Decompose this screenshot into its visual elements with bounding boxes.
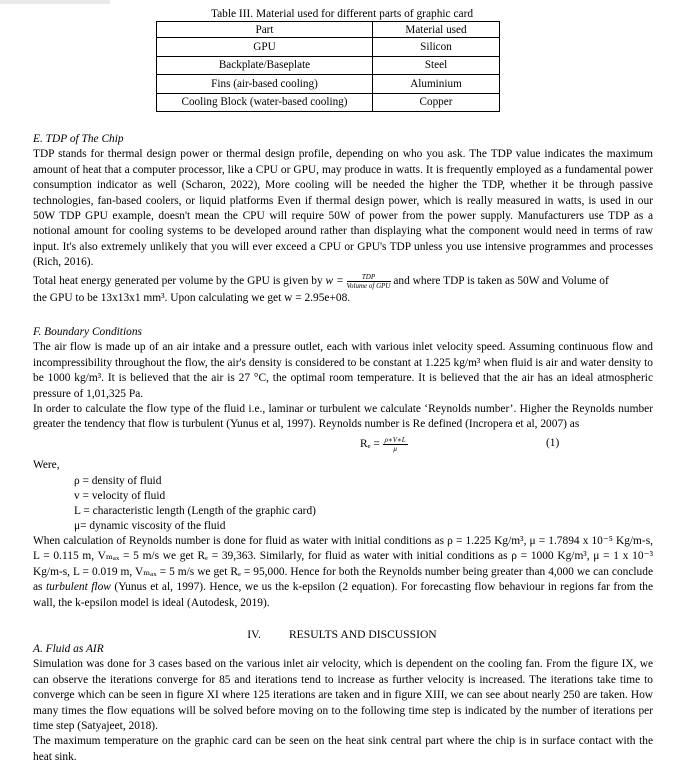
section-f xyxy=(33,325,653,433)
table-header-cell: Material used xyxy=(373,22,500,38)
section-a xyxy=(33,642,653,765)
text-run: and where TDP is taken as 50W and Volume of xyxy=(393,274,609,287)
definition-item: L = characteristic length (Length of the graphic card) xyxy=(74,505,316,517)
materials-table xyxy=(156,21,500,112)
table-cell: GPU xyxy=(157,38,373,57)
table-row xyxy=(157,75,500,94)
table-cell: Backplate/Baseplate xyxy=(157,56,373,75)
definition-item: v = velocity of fluid xyxy=(74,490,166,502)
section-number: IV. xyxy=(247,628,261,641)
top-edge-bar xyxy=(0,0,110,4)
reynolds-equation xyxy=(33,436,653,458)
section-heading: E. TDP of The Chip xyxy=(33,133,124,145)
table-cell: Cooling Block (water-based cooling) xyxy=(157,93,373,112)
paragraph: The air flow is made up of an air intake and a pressure outlet, each with various inlet velocity speed. Assuming continuous flow and incompressibility throughout the flow, the air's density is considered to be constant at 1.225 kg/m³ when fluid is air and water density to be 1000 kg/m³. It is believed that the air is 27 °C, the optimal room temperature. It is believed that the air has an ideal atmospheric pressure of 1,01,325 Pa. xyxy=(33,341,653,400)
table-header-row xyxy=(157,22,500,38)
fraction-numerator: ρ∗V∗L xyxy=(384,436,406,444)
table-cell: Silicon xyxy=(373,38,500,57)
section-heading: A. Fluid as AIR xyxy=(33,643,104,655)
paragraph xyxy=(33,273,653,290)
section-e xyxy=(33,132,653,306)
reynolds-results-paragraph xyxy=(33,534,653,611)
section-title-text: RESULTS AND DISCUSSION xyxy=(288,628,437,641)
table-row xyxy=(157,38,500,57)
text-run: Total heat energy generated per volume by the GPU is given by xyxy=(33,274,323,287)
table-row xyxy=(157,93,500,112)
text-run: (Yunus et al, 1997). Hence, we us the k-epsilon (2 equation). For forecasting flow behaviour in regions far from the wall, the k-epsilon model is ideal (Autodesk, 2019). xyxy=(33,581,654,609)
fraction-denominator: Volume of GPU xyxy=(346,281,391,290)
section-title xyxy=(0,627,680,642)
table-cell: Copper xyxy=(373,93,500,112)
table-cell: Fins (air-based cooling) xyxy=(157,75,373,94)
paragraph: the GPU to be 13x13x1 mm³. Upon calculating we get w = 2.95e+08. xyxy=(33,291,351,304)
paragraph: Simulation was done for 3 cases based on the various inlet air velocity, which is dependent on the cooling fan. From the figure IX, we can observe the iterations converge for 85 and iterations tend to increase as further velocity is increased. The iterations take time to converge which can be seen in figure XI where 125 iterations are taken and in figure XIII, we can see about nearly 250 are taken. How many times the flow equations will be solved before moving on to the following time step is indicated by the number of iterations per time step (Satyajeet, 2018). xyxy=(33,658,653,733)
emphasis-text: turbulent flow xyxy=(46,581,111,594)
paragraph xyxy=(33,534,653,611)
fraction-denominator: μ xyxy=(393,445,397,453)
were-label: Were, xyxy=(33,459,60,471)
fraction xyxy=(347,273,391,290)
equation-lhs: Rₑ = xyxy=(360,438,380,451)
equation xyxy=(360,436,408,453)
table-cell: Steel xyxy=(373,56,500,75)
fraction xyxy=(383,436,408,453)
table-caption: Table III. Material used for different parts of graphic card xyxy=(210,8,474,20)
paragraph: TDP stands for thermal design power or thermal design profile, depending on who you ask. The TDP value indicates the maximum amount of heat that a computer processor, like a CPU or GPU, may produce in watts. It is frequently employed as a fundamental power consumption indicator as well (Scharon, 2022), More cooling will be needed the higher the TDP, whether it be through passive technologies, fan-based coolers, or liquid platforms Even if thermal design power, which is really measured in watts, is used in our 50W TDP GPU example, doesn't mean the CPU will require 50W of power from the power supply. Manufacturers use TDP as a notional amount for cooling systems to be developed around rather than displaying what the component would need in terms of raw input. It's also extremely unlikely that you will ever exceed a CPU or GPU's TDP unless you use intensive programmes and processes (Rich, 2016). xyxy=(33,148,653,269)
paragraph: In order to calculate the flow type of the fluid i.e., laminar or turbulent we calculate ‘Reynolds number’. Higher the Reynolds number greater the tendency that flow is turbulent (Yunus et al, 1997). Reynolds number is Re defined (Incropera et al, 2007) as xyxy=(33,403,653,431)
equation-number: (1) xyxy=(546,437,560,449)
fraction-numerator: TDP xyxy=(347,273,391,282)
text-run: When calculation of Reynolds number is done for fluid as water with initial conditions as ρ = 1.225 Kg/m³, μ = 1.7894 x 10⁻⁵ Kg/m-s, L = 0.115 m, Vₘₐₓ = 5 m/s we get Rₑ = 39,363. Similarly, for fluid as water with initial conditions as ρ = 1000 Kg/m³, μ = 1 x 10⁻³ Kg/m-s, L = 0.019 m, Vₘₐₓ = 5 m/s we get Rₑ = 95,000. Hence for both the Reynolds number being greater than 4,000 we can conclude as xyxy=(33,535,653,594)
definition-item: μ= dynamic viscosity of the fluid xyxy=(74,520,226,532)
definition-item: ρ = density of fluid xyxy=(74,475,162,487)
equation-lhs: w = xyxy=(325,274,344,287)
table-cell: Aluminium xyxy=(373,75,500,94)
table-row xyxy=(157,56,500,75)
table-header-cell: Part xyxy=(157,22,373,38)
paragraph: The maximum temperature on the graphic card can be seen on the heat sink central part where the chip is in surface contact with the heat sink. xyxy=(33,735,653,763)
section-heading: F. Boundary Conditions xyxy=(33,326,142,338)
